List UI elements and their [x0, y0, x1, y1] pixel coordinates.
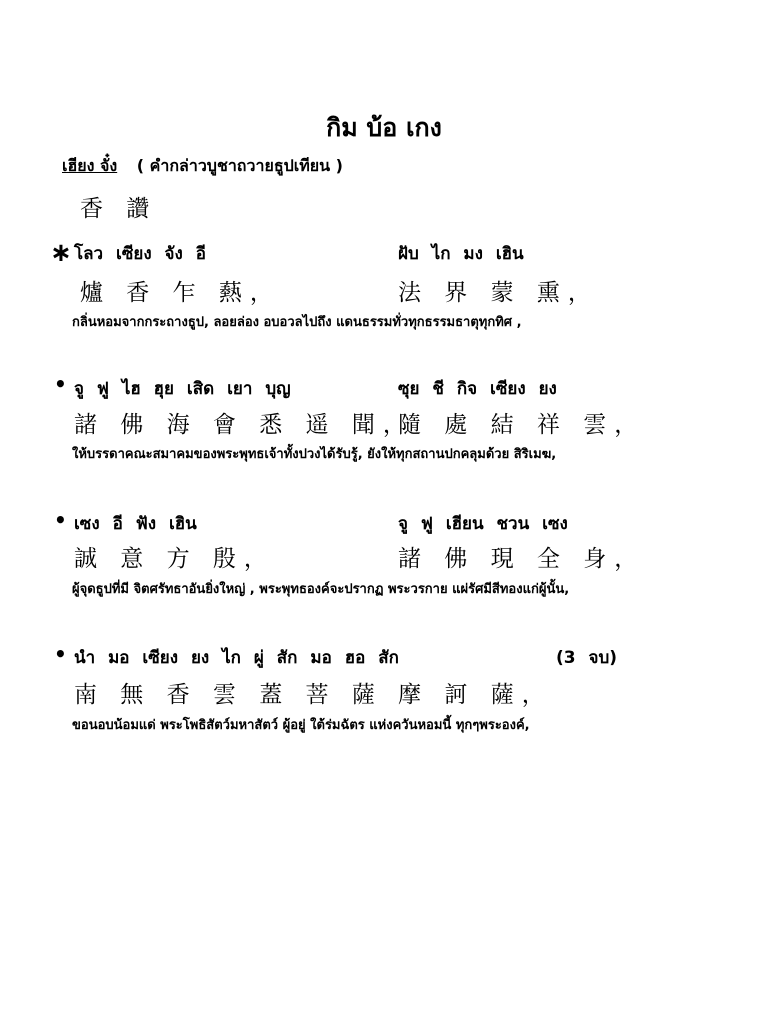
- bullet-marker: •: [54, 508, 67, 532]
- verse-3-right-han: 諸 佛 現 全 身，: [398, 546, 646, 572]
- section-heading: [62, 154, 343, 179]
- verse-4-left-phonetic: นำ มอ เซียง ยง ไก ผู่ สัก มอ ฮอ สัก: [74, 648, 399, 668]
- verse-1-right-han: 法 界 蒙 熏，: [398, 280, 599, 306]
- verse-3-left-phonetic: เซง อี ฟัง เฮิน: [74, 514, 197, 534]
- verse-3-translation: ผู้จุดธูปที่มี จิตศรัทธาอันยิ่งใหญ่ , พระพุทธองค์จะปรากฏ พระวรกาย แผ่รัศมีสีทองแก่ผู้นั้น,: [72, 582, 570, 597]
- verse-2-translation: ให้บรรดาคณะสมาคมของพระพุทธเจ้าทั้งปวงได้รับรู้, ยังให้ทุกสถานปกคลุมด้วย สิริเมฆ,: [72, 447, 557, 462]
- verse-4-left-han: 南 無 香 雲 蓋 菩 薩 摩 訶 薩，: [74, 682, 553, 708]
- verse-1-left-phonetic: โลว เซียง จัง อี: [74, 244, 206, 264]
- verse-1-right-phonetic: ฝับ ไก มง เฮิน: [398, 244, 524, 264]
- verse-4-repeat-note: (3 จบ): [556, 648, 618, 668]
- verse-3-right-phonetic: จู ฟู เฮียน ชวน เซง: [398, 514, 568, 534]
- verse-3-left-han: 誠 意 方 殷，: [74, 546, 275, 572]
- verse-2-left-han: 諸 佛 海 會 悉 遥 聞，: [74, 412, 414, 438]
- bullet-marker: •: [54, 372, 67, 396]
- verse-2-right-han: 隨 處 結 祥 雲，: [398, 412, 646, 438]
- verse-2-right-phonetic: ซุย ชี กิจ เซียง ยง: [398, 379, 557, 399]
- section-heading-label: เฮียง จั๋ง: [62, 156, 118, 175]
- page-title: กิม บ้อ เกง: [326, 113, 442, 142]
- verse-4-translation: ขอนอบน้อมแด่ พระโพธิสัตว์มหาสัตว์ ผู้อยู่ ใต้ร่มฉัตร แห่งควันหอมนี้ ทุกๆพระองค์,: [72, 718, 530, 733]
- bullet-marker: •: [54, 642, 67, 666]
- verse-2-left-phonetic: จู ฟู ไฮ ฮุย เสิด เยา บุญ: [74, 379, 291, 399]
- section-heading-note: ( คำกล่าวบูชาถวายธูปเทียน ): [136, 156, 343, 175]
- section-heading-han: 香 讚: [80, 196, 158, 222]
- verse-1-left-han: 爐 香 乍 爇，: [80, 280, 281, 306]
- verse-1-translation: กลิ่นหอมจากกระถางธูป, ลอยล่อง อบอวลไปถึง แดนธรรมทั่วทุกธรรมธาตุทุกทิศ ,: [72, 315, 522, 330]
- asterisk-marker: ∗: [50, 238, 72, 268]
